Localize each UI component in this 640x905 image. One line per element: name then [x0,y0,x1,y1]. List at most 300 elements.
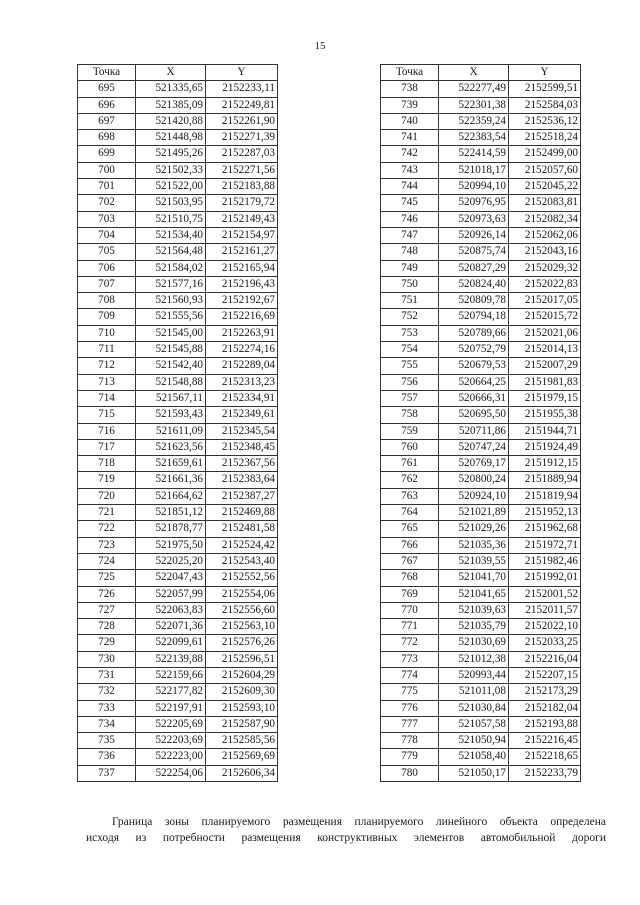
cell-y: 2152481,58 [206,521,278,537]
table-body-left [78,81,278,782]
cell-y: 2152552,56 [206,570,278,586]
cell-y: 2152062,06 [509,227,581,243]
cell-x: 522203,69 [136,733,206,749]
cell-point: 706 [78,260,136,276]
cell-y: 2152289,04 [206,358,278,374]
cell-y: 2152469,88 [206,505,278,521]
cell-y: 2152183,88 [206,179,278,195]
cell-y: 2152348,45 [206,439,278,455]
cell-x: 521030,69 [439,635,509,651]
cell-x: 520794,18 [439,309,509,325]
cell-x: 521011,08 [439,684,509,700]
cell-y: 2151972,71 [509,537,581,553]
cell-y: 2152161,27 [206,244,278,260]
cell-y: 2152007,29 [509,358,581,374]
cell-y: 2152367,56 [206,456,278,472]
table-row [78,439,278,455]
cell-y: 2152193,88 [509,716,581,732]
cell-x: 522099,61 [136,635,206,651]
cell-x: 522063,83 [136,602,206,618]
cell-y: 2152165,94 [206,260,278,276]
cell-x: 521664,62 [136,488,206,504]
cell-y: 2152599,51 [509,81,581,97]
cell-x: 522254,06 [136,765,206,781]
cell-y: 2152584,03 [509,97,581,113]
cell-y: 2152082,34 [509,211,581,227]
cell-point: 759 [381,423,439,439]
cell-y: 2151979,15 [509,390,581,406]
cell-x: 521542,40 [136,358,206,374]
table-row [381,423,581,439]
table-row [78,749,278,765]
table-row [381,684,581,700]
cell-x: 521661,36 [136,472,206,488]
cell-x: 520993,44 [439,667,509,683]
cell-y: 2152011,57 [509,602,581,618]
table-row [381,505,581,521]
cell-x: 521510,75 [136,211,206,227]
cell-point: 744 [381,179,439,195]
cell-x: 522047,43 [136,570,206,586]
cell-y: 2152274,16 [206,342,278,358]
cell-x: 522057,99 [136,586,206,602]
table-row [381,635,581,651]
cell-x: 521503,95 [136,195,206,211]
table-row [381,374,581,390]
table-row [78,390,278,406]
table-row [78,146,278,162]
cell-y: 2152021,06 [509,325,581,341]
cell-y: 2152022,10 [509,619,581,635]
cell-y: 2152606,34 [206,765,278,781]
cell-y: 2152345,54 [206,423,278,439]
cell-y: 2152029,32 [509,260,581,276]
cell-x: 521035,79 [439,619,509,635]
cell-point: 729 [78,635,136,651]
cell-x: 521564,48 [136,244,206,260]
cell-y: 2152518,24 [509,130,581,146]
table-row [381,537,581,553]
cell-x: 521545,88 [136,342,206,358]
cell-x: 520824,40 [439,276,509,292]
cell-x: 520809,78 [439,293,509,309]
cell-x: 520711,86 [439,423,509,439]
cell-point: 741 [381,130,439,146]
cell-point: 712 [78,358,136,374]
cell-y: 2152287,03 [206,146,278,162]
cell-x: 521335,65 [136,81,206,97]
table-row [381,570,581,586]
cell-point: 758 [381,407,439,423]
cell-x: 520976,95 [439,195,509,211]
cell-point: 745 [381,195,439,211]
cell-x: 521029,26 [439,521,509,537]
cell-y: 2152543,40 [206,553,278,569]
cell-x: 521611,09 [136,423,206,439]
table-row [381,472,581,488]
table-row [381,358,581,374]
table-row [381,488,581,504]
cell-y: 2151981,83 [509,374,581,390]
table-row [78,309,278,325]
cell-x: 522223,00 [136,749,206,765]
cell-y: 2152536,12 [509,113,581,129]
cell-x: 521584,02 [136,260,206,276]
cell-point: 728 [78,619,136,635]
cell-x: 520664,25 [439,374,509,390]
table-row [78,130,278,146]
cell-point: 740 [381,113,439,129]
cell-x: 522359,24 [439,113,509,129]
cell-x: 520875,74 [439,244,509,260]
table-row [78,456,278,472]
cell-y: 2152587,90 [206,716,278,732]
cell-x: 520747,24 [439,439,509,455]
cell-y: 2152609,30 [206,684,278,700]
cell-x: 520752,79 [439,342,509,358]
cell-x: 522025,20 [136,553,206,569]
cell-point: 718 [78,456,136,472]
column-header-x: X [136,65,206,81]
cell-y: 2152499,00 [509,146,581,162]
cell-x: 522205,69 [136,716,206,732]
table-row [381,553,581,569]
cell-point: 695 [78,81,136,97]
table-row [78,684,278,700]
cell-point: 698 [78,130,136,146]
table-row [381,521,581,537]
table-row [381,162,581,178]
table-row [78,602,278,618]
cell-point: 702 [78,195,136,211]
cell-y: 2152196,43 [206,276,278,292]
column-header-point: Точка [78,65,136,81]
table-row [78,700,278,716]
cell-y: 2152001,52 [509,586,581,602]
table-header-row [78,65,278,81]
cell-point: 734 [78,716,136,732]
cell-point: 735 [78,733,136,749]
table-row [381,244,581,260]
cell-x: 521420,88 [136,113,206,129]
table-row [78,651,278,667]
cell-x: 521659,61 [136,456,206,472]
cell-x: 521851,12 [136,505,206,521]
table-row [381,81,581,97]
table-row [78,244,278,260]
cell-point: 774 [381,667,439,683]
table-row [78,505,278,521]
cell-point: 696 [78,97,136,113]
cell-y: 2151982,46 [509,553,581,569]
cell-point: 717 [78,439,136,455]
cell-point: 762 [381,472,439,488]
cell-y: 2152207,15 [509,667,581,683]
table-row [78,570,278,586]
table-row [381,456,581,472]
cell-x: 520926,14 [439,227,509,243]
cell-point: 732 [78,684,136,700]
cell-y: 2152585,56 [206,733,278,749]
cell-x: 521878,77 [136,521,206,537]
cell-x: 520827,29 [439,260,509,276]
table-row [381,390,581,406]
cell-point: 727 [78,602,136,618]
table-row [78,260,278,276]
footer-line-2: исходя из потребности размещения конструктивных элементов автомобильной дороги [86,832,606,844]
table-row [78,195,278,211]
cell-x: 521623,56 [136,439,206,455]
table-row [381,293,581,309]
cell-x: 520924,10 [439,488,509,504]
cell-point: 748 [381,244,439,260]
cell-y: 2151819,94 [509,488,581,504]
cell-x: 521057,58 [439,716,509,732]
table-row [78,162,278,178]
cell-y: 2152017,05 [509,293,581,309]
cell-y: 2151955,38 [509,407,581,423]
cell-point: 722 [78,521,136,537]
column-header-x: X [439,65,509,81]
cell-point: 755 [381,358,439,374]
table-row [78,342,278,358]
cell-x: 520973,63 [439,211,509,227]
table-row [381,227,581,243]
table-row [78,81,278,97]
cell-point: 730 [78,651,136,667]
cell-x: 521975,50 [136,537,206,553]
cell-y: 2152263,91 [206,325,278,341]
table-row [381,342,581,358]
cell-point: 705 [78,244,136,260]
cell-y: 2152216,04 [509,651,581,667]
cell-x: 521495,26 [136,146,206,162]
cell-x: 521593,43 [136,407,206,423]
cell-point: 699 [78,146,136,162]
cell-x: 522177,82 [136,684,206,700]
cell-x: 521041,65 [439,586,509,602]
cell-x: 522414,59 [439,146,509,162]
table-row [381,97,581,113]
cell-x: 521050,94 [439,733,509,749]
column-header-y: Y [509,65,581,81]
table-row [78,358,278,374]
cell-y: 2152576,26 [206,635,278,651]
cell-y: 2152022,83 [509,276,581,292]
cell-y: 2152014,13 [509,342,581,358]
cell-x: 521555,56 [136,309,206,325]
table-row [381,146,581,162]
table-row [381,602,581,618]
table-row [381,130,581,146]
table-row [381,586,581,602]
cell-point: 769 [381,586,439,602]
cell-x: 522197,91 [136,700,206,716]
cell-x: 521058,40 [439,749,509,765]
cell-y: 2152387,27 [206,488,278,504]
cell-point: 733 [78,700,136,716]
page-number: 15 [314,40,326,52]
cell-y: 2152057,60 [509,162,581,178]
cell-point: 739 [381,97,439,113]
cell-y: 2152233,79 [509,765,581,781]
footer-paragraph [86,814,606,846]
table-row [78,97,278,113]
table-row [381,700,581,716]
cell-x: 521577,16 [136,276,206,292]
cell-point: 764 [381,505,439,521]
cell-y: 2152045,22 [509,179,581,195]
cell-y: 2152271,39 [206,130,278,146]
cell-point: 749 [381,260,439,276]
cell-point: 761 [381,456,439,472]
cell-y: 2152596,51 [206,651,278,667]
cell-y: 2152083,81 [509,195,581,211]
table-row [381,716,581,732]
cell-x: 521021,89 [439,505,509,521]
cell-point: 778 [381,733,439,749]
table-row [78,374,278,390]
cell-x: 520800,24 [439,472,509,488]
cell-y: 2152313,23 [206,374,278,390]
table-row [78,765,278,781]
cell-point: 777 [381,716,439,732]
table-body-right [381,81,581,782]
cell-point: 775 [381,684,439,700]
table-row [381,749,581,765]
cell-y: 2152043,16 [509,244,581,260]
cell-x: 521030,84 [439,700,509,716]
cell-x: 520994,10 [439,179,509,195]
table-row [78,113,278,129]
cell-x: 521567,11 [136,390,206,406]
column-header-point: Точка [381,65,439,81]
cell-y: 2151952,13 [509,505,581,521]
table-row [78,733,278,749]
table-row [78,423,278,439]
cell-point: 767 [381,553,439,569]
cell-point: 716 [78,423,136,439]
cell-x: 520769,17 [439,456,509,472]
cell-y: 2152179,72 [206,195,278,211]
cell-x: 522301,38 [439,97,509,113]
table-row [381,195,581,211]
cell-point: 724 [78,553,136,569]
cell-y: 2152182,04 [509,700,581,716]
cell-y: 2152554,06 [206,586,278,602]
table-row [381,276,581,292]
table-row [78,472,278,488]
cell-y: 2152383,64 [206,472,278,488]
cell-x: 522277,49 [439,81,509,97]
cell-point: 742 [381,146,439,162]
table-row [78,227,278,243]
cell-point: 725 [78,570,136,586]
cell-y: 2152261,90 [206,113,278,129]
cell-point: 737 [78,765,136,781]
cell-y: 2151912,15 [509,456,581,472]
table-row [381,439,581,455]
cell-x: 521039,63 [439,602,509,618]
cell-x: 521534,40 [136,227,206,243]
table-row [78,521,278,537]
cell-point: 763 [381,488,439,504]
cell-y: 2152192,67 [206,293,278,309]
cell-point: 726 [78,586,136,602]
cell-y: 2152593,10 [206,700,278,716]
cell-point: 701 [78,179,136,195]
cell-point: 780 [381,765,439,781]
cell-point: 753 [381,325,439,341]
table-row [381,325,581,341]
cell-point: 743 [381,162,439,178]
table-row [381,260,581,276]
cell-y: 2152249,81 [206,97,278,113]
cell-y: 2152173,29 [509,684,581,700]
cell-point: 771 [381,619,439,635]
cell-y: 2152233,11 [206,81,278,97]
cell-point: 750 [381,276,439,292]
cell-x: 522139,88 [136,651,206,667]
cell-point: 754 [381,342,439,358]
cell-y: 2151889,94 [509,472,581,488]
table-row [78,537,278,553]
cell-y: 2152149,43 [206,211,278,227]
cell-x: 521018,17 [439,162,509,178]
cell-x: 520789,66 [439,325,509,341]
cell-point: 700 [78,162,136,178]
table-header-row [381,65,581,81]
cell-point: 713 [78,374,136,390]
cell-point: 721 [78,505,136,521]
cell-point: 711 [78,342,136,358]
cell-point: 704 [78,227,136,243]
cell-point: 697 [78,113,136,129]
cell-point: 765 [381,521,439,537]
cell-point: 779 [381,749,439,765]
table-row [78,553,278,569]
table-row [78,488,278,504]
table-row [78,619,278,635]
cell-point: 715 [78,407,136,423]
cell-point: 776 [381,700,439,716]
cell-x: 520679,53 [439,358,509,374]
cell-point: 772 [381,635,439,651]
cell-point: 719 [78,472,136,488]
cell-y: 2152271,56 [206,162,278,178]
table-row [78,586,278,602]
cell-point: 710 [78,325,136,341]
cell-point: 731 [78,667,136,683]
cell-y: 2151924,49 [509,439,581,455]
cell-y: 2152563,10 [206,619,278,635]
table-row [381,211,581,227]
cell-y: 2151944,71 [509,423,581,439]
table-row [381,667,581,683]
coordinates-table-left [77,64,278,782]
table-row [78,635,278,651]
table-row [78,179,278,195]
cell-y: 2152334,91 [206,390,278,406]
cell-x: 521385,09 [136,97,206,113]
cell-y: 2152033,25 [509,635,581,651]
cell-point: 720 [78,488,136,504]
cell-x: 520666,31 [439,390,509,406]
cell-y: 2152216,69 [206,309,278,325]
cell-point: 707 [78,276,136,292]
cell-y: 2151992,01 [509,570,581,586]
cell-y: 2152216,45 [509,733,581,749]
